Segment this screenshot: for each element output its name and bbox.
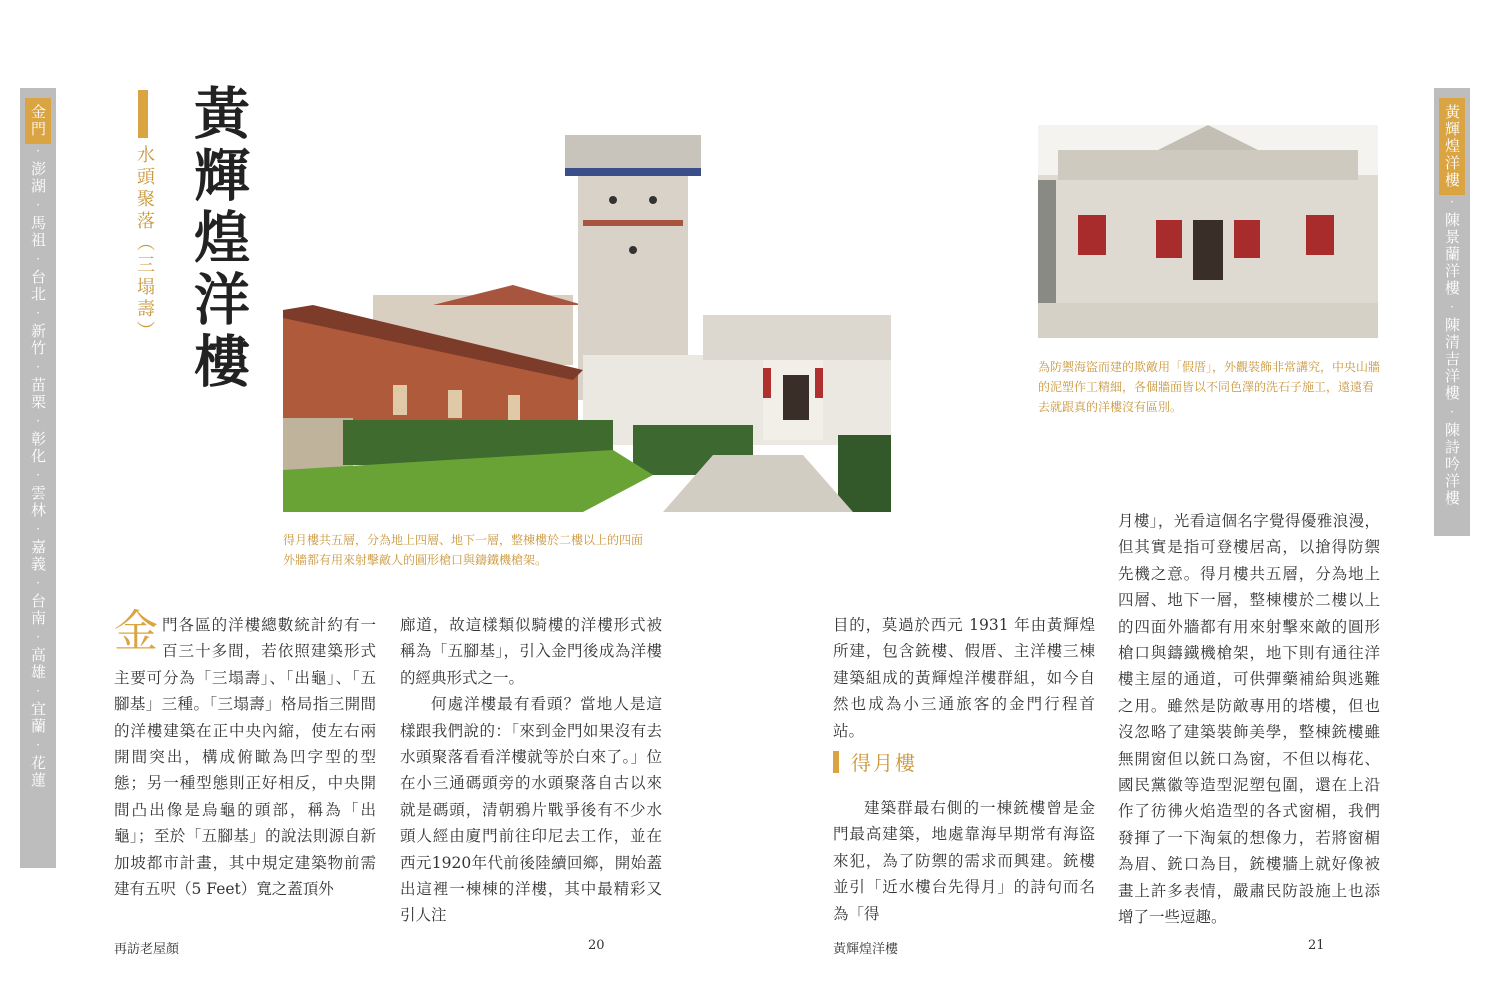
right-building-tab [1434, 88, 1470, 536]
tab-item[interactable]: 高雄 [29, 647, 47, 681]
drop-cap: 金 [114, 606, 158, 657]
side-photo-caption: 為防禦海盜而建的欺敵用「假厝」，外觀裝飾非常講究，中央山牆的泥塑作工精細，各個牆面皆以不同色澤的洗石子施工，遠遠看去就跟真的洋樓沒有區別。 [1038, 360, 1381, 414]
body-column-3-bottom [833, 795, 1095, 927]
tab-item[interactable]: 宜蘭 [29, 701, 47, 735]
body-column-3-top [833, 612, 1095, 744]
left-region-tab [20, 88, 56, 868]
subtitle: 水頭聚落（三塌壽） [134, 145, 155, 343]
body-paragraph: 建築群最右側的一棟銃樓曾是金門最高建築，地處靠海早期常有海盜來犯，為了防禦的需求而興建。銃樓並引「近水樓台先得月」的詩句而名為「得 [833, 799, 1095, 923]
side-photo-fake-house [1038, 125, 1378, 338]
tab-separator: · [36, 252, 40, 266]
tab-separator: · [36, 306, 40, 320]
tab-separator: · [1450, 300, 1454, 314]
tab-separator: · [36, 630, 40, 644]
section-heading-text: 得月樓 [851, 751, 917, 775]
body-column-1 [114, 606, 376, 902]
main-photo-caption: 得月樓共五層，分為地上四層、地下一層，整棟樓於二樓以上的四面外牆都有用來射擊敵人的圓形槍口與鑄鐵機槍架。 [283, 533, 644, 567]
tab-separator: · [36, 738, 40, 752]
tab-item[interactable]: 新竹 [29, 323, 47, 357]
tab-item-active[interactable]: 黃輝煌洋樓 [1439, 98, 1465, 195]
footer-right-page-number: 21 [1308, 938, 1325, 953]
body-paragraph: 廊道，故這樣類似騎樓的洋樓形式被稱為「五腳基」，引入金門後成為洋樓的經典形式之一。 [400, 616, 662, 687]
main-photo-illustration [283, 120, 891, 512]
tab-item[interactable]: 台北 [29, 269, 47, 303]
tab-separator: · [1450, 405, 1454, 419]
tab-separator: · [36, 684, 40, 698]
title-accent-bar [138, 90, 148, 138]
tab-item[interactable]: 雲林 [29, 485, 47, 519]
footer-left-page-number: 20 [588, 938, 605, 953]
body-paragraph: 何處洋樓最有看頭？當地人是這樣跟我們說的：「來到金門如果沒有去水頭聚落看看洋樓就等於白來了。」位在小三通碼頭旁的水頭聚落自古以來就是碼頭，清朝鴉片戰爭後有不少水頭人經由廈門前往印尼去工作，並在西元1920年代前後陸續回鄉，開始蓋出這裡一棟棟的洋樓，其中最精彩又引人注 [400, 695, 662, 925]
tab-separator: · [36, 468, 40, 482]
tab-item[interactable]: 花蓮 [29, 755, 47, 789]
tab-item[interactable]: 彰化 [29, 431, 47, 465]
footer-left-title: 再訪老屋顏 [114, 942, 180, 957]
body-column-4 [1118, 508, 1380, 931]
tab-item[interactable]: 陳清吉洋樓 [1443, 317, 1461, 402]
tab-separator: · [36, 198, 40, 212]
tab-item[interactable]: 馬祖 [29, 215, 47, 249]
tab-item[interactable]: 陳景蘭洋樓 [1443, 212, 1461, 297]
body-paragraph: 目的，莫過於西元 1931 年由黃輝煌所建，包含銃樓、假厝、主洋樓三棟建築組成的黃輝煌洋樓群組，如今自然也成為小三通旅客的金門行程首站。 [833, 616, 1095, 740]
main-photo-deyue-tower [283, 120, 891, 512]
tab-item[interactable]: 台南 [29, 593, 47, 627]
tab-separator: · [36, 414, 40, 428]
tab-item[interactable]: 苗栗 [29, 377, 47, 411]
body-column-2 [400, 612, 662, 929]
tab-separator: · [36, 144, 40, 158]
tab-separator: · [36, 522, 40, 536]
tab-separator: · [1450, 195, 1454, 209]
footer-right-title: 黃輝煌洋樓 [833, 942, 899, 957]
body-paragraph: 月樓」，光看這個名字覺得優雅浪漫，但其實是指可登樓居高，以搶得防禦先機之意。得月樓共五層，分為地上四層、地下一層，整棟樓於二樓以上的四面外牆都有用來射擊來敵的圓形槍口與鑄鐵機槍架，地下則有通往洋樓主屋的通道，可供彈藥補給與逃難之用。雖然是防敵專用的塔樓，但也沒忽略了建築裝飾美學，整棟銃樓雖無開窗但以銃口為窗，不但以梅花、國民黨徽等造型泥塑包圍，還在上沿作了彷彿火焰造型的各式窗楣，我們發揮了一下淘氣的想像力，若將窗楣為眉、銃口為目，銃樓牆上就好像被畫上許多表情，嚴肅民防設施上也添增了一些逗趣。 [1118, 512, 1380, 927]
tab-separator: · [36, 360, 40, 374]
tab-item[interactable]: 嘉義 [29, 539, 47, 573]
tab-item[interactable]: 陳詩吟洋樓 [1443, 422, 1461, 507]
body-text: 門各區的洋樓總數統計約有一百三十多間，若依照建築形式主要可分為「三塌壽」、「出龜」、「五腳基」三種。「三塌壽」格局指三開間的洋樓建築在正中央內縮，使左右兩開間突出，構成俯瞰為凹字型的型態；另一種型態則正好相反，中央開間凸出像是烏龜的頭部，稱為「出龜」；至於「五腳基」的說法則源自新加坡都市計畫，其中規定建築物前需建有五呎（5 Feet）寬之蓋頂外 [114, 616, 376, 899]
section-heading [833, 747, 917, 776]
side-photo-illustration [1038, 125, 1378, 338]
section-heading-bar [833, 751, 839, 773]
page-title: 黃輝煌洋樓 [185, 84, 251, 394]
tab-item[interactable]: 澎湖 [29, 161, 47, 195]
tab-item-active[interactable]: 金門 [25, 98, 51, 144]
tab-separator: · [36, 576, 40, 590]
